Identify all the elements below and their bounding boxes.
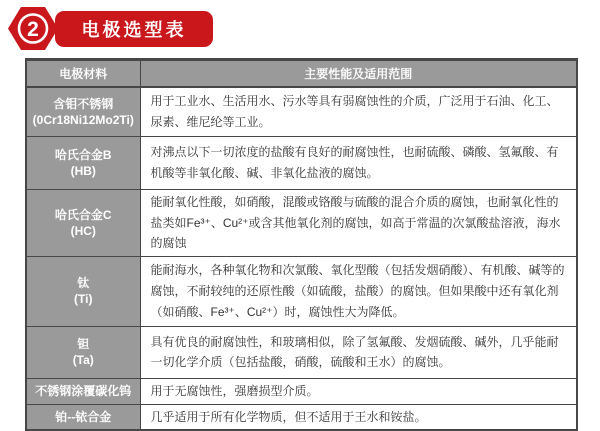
- column-header-material: 电极材料: [26, 60, 140, 87]
- material-name: 钽: [77, 337, 90, 352]
- section-number-badge: [7, 4, 59, 53]
- description-cell: 具有优良的耐腐蚀性，和玻璃相似，除了氢氟酸、发烟硫酸、碱外，几乎能耐一切化学介质（包括盐酸，硝酸，硫酸和王水）的腐蚀。: [140, 326, 577, 378]
- column-header-description: 主要性能及适用范围: [140, 60, 577, 87]
- description-cell: 能耐海水，各种氧化物和次氯酸、氧化型酸（包括发烟硝酸）、有机酸、碱等的腐蚀，不耐较纯的还原性酸（如硫酸，盐酸）的腐蚀。但如果酸中还有氧化剂（如硝酸、Fe³⁺、Cu²⁺）时，腐蚀性大为降低。: [140, 256, 577, 326]
- table-row: [26, 190, 577, 257]
- material-cell: [26, 326, 140, 378]
- material-cell: [26, 404, 140, 430]
- description-cell: 用于工业水、生活用水、污水等具有弱腐蚀性的介质，广泛用于石油、化工、尿素、维尼纶等工业。: [140, 87, 577, 137]
- description-cell: 对沸点以下一切浓度的盐酸有良好的耐腐蚀性，也耐硫酸、磷酸、氢氟酸、有机酸等非氧化酸、碱、非氧化盐液的腐蚀。: [140, 137, 577, 190]
- material-cell: [26, 190, 140, 257]
- material-name: 不锈钢涂覆碳化钨: [35, 384, 132, 399]
- material-name: 含钼不锈钢: [53, 96, 114, 111]
- table-row: [26, 378, 577, 404]
- table-row: [26, 326, 577, 378]
- badge-hexagon-icon: [7, 4, 59, 53]
- material-sub: (HC): [70, 223, 96, 238]
- material-name: 铂--铱合金: [55, 409, 112, 424]
- material-cell: [26, 87, 140, 137]
- material-sub: (Ta): [72, 353, 94, 368]
- material-cell: [26, 137, 140, 190]
- table-row: [26, 87, 577, 137]
- description-cell: 几乎适用于所有化学物质，但不适用于王水和铵盐。: [140, 404, 577, 430]
- material-cell: [26, 378, 140, 404]
- material-name: 哈氏合金B: [54, 147, 112, 162]
- electrode-selection-table: [25, 58, 578, 431]
- material-sub: (0Cr18Ni12Mo2Ti): [32, 112, 134, 127]
- page-header: [0, 0, 600, 57]
- material-name: 钛: [77, 276, 90, 291]
- table-row: [26, 137, 577, 190]
- material-cell: [26, 256, 140, 326]
- material-sub: (HB): [70, 164, 96, 178]
- table-header-row: [26, 60, 577, 87]
- description-cell: 用于无腐蚀性，强磨损型介质。: [140, 378, 577, 404]
- table-row: [26, 256, 577, 326]
- description-cell: 能耐氧化性酸，如硝酸，混酸或铬酸与硫酸的混合介质的腐蚀，也耐氧化性的盐类如Fe³⁺、Cu²⁺或含其他氧化剂的腐蚀，如高于常温的次氯酸盐溶液，海水的腐蚀: [140, 190, 577, 257]
- material-name: 哈氏合金C: [54, 207, 112, 222]
- table-row: [26, 404, 577, 430]
- material-sub: (Ti): [74, 292, 93, 307]
- badge-number: 2: [27, 18, 39, 41]
- page-title: 电极选型表: [55, 11, 213, 47]
